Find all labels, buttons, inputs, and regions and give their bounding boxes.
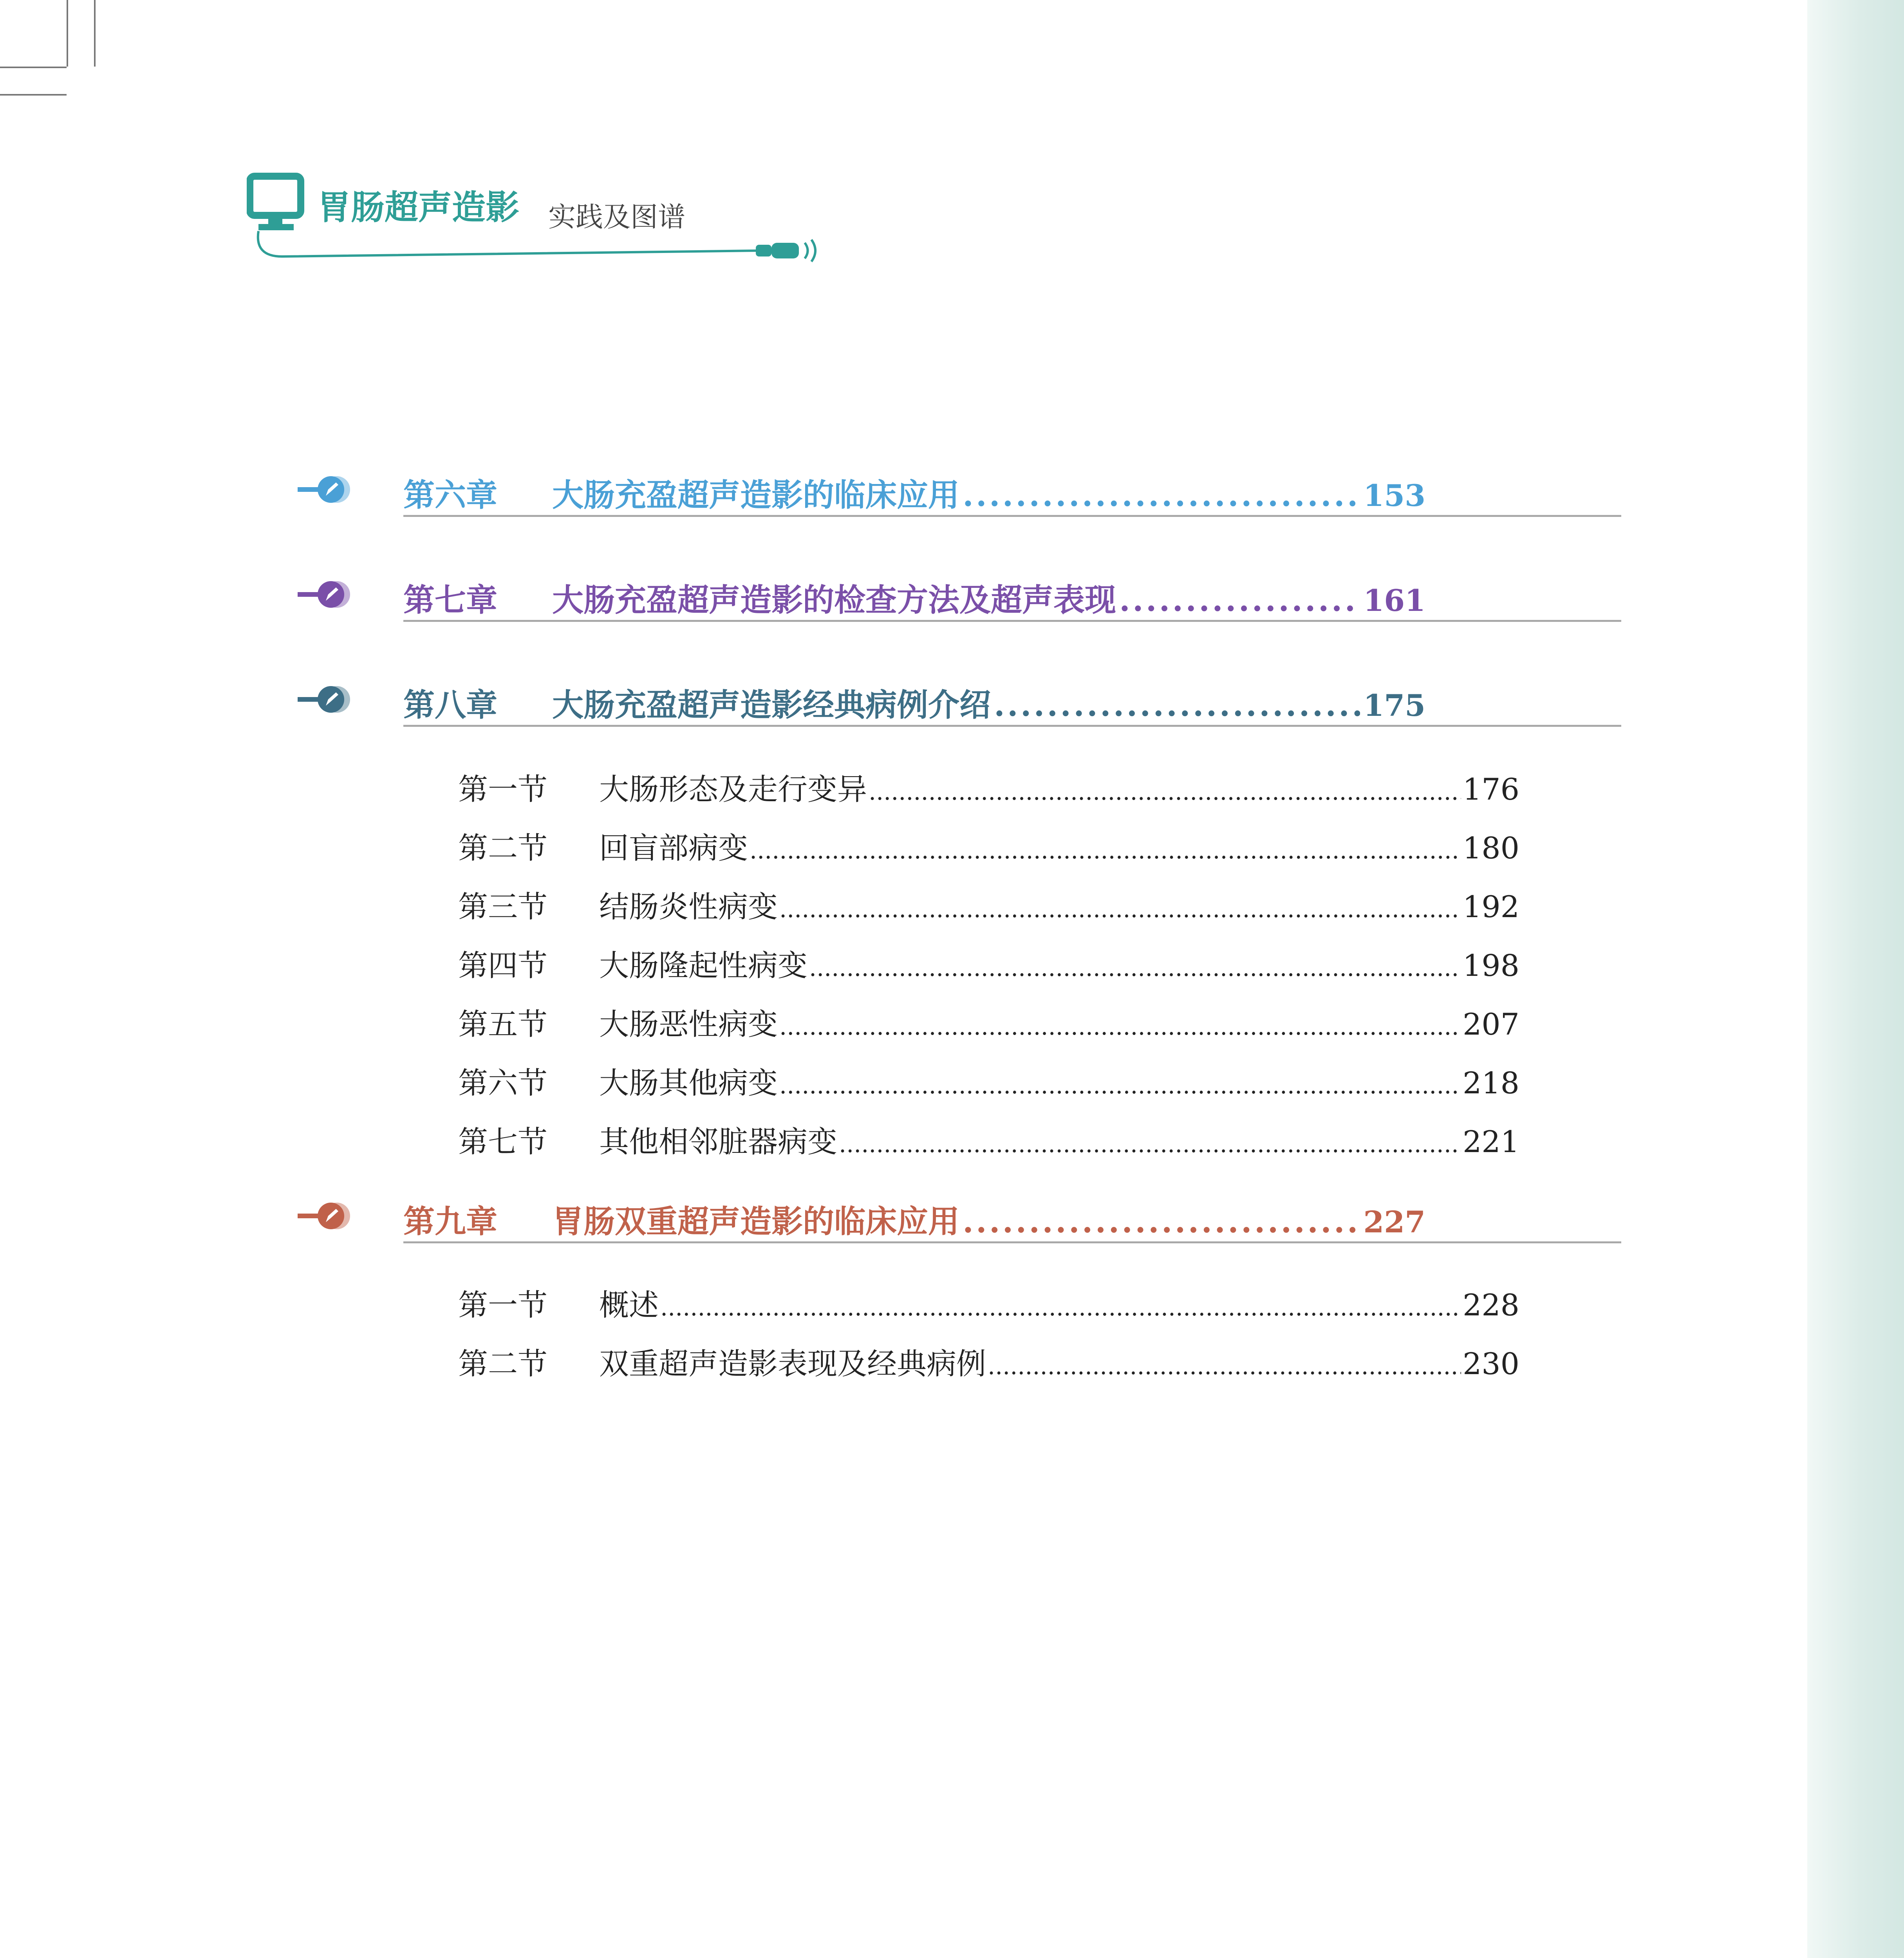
- section-number: 第六节: [458, 1066, 547, 1100]
- running-header: [247, 172, 822, 274]
- book-subtitle: 实践及图谱: [548, 201, 685, 233]
- toc-section[interactable]: [458, 1340, 1519, 1383]
- chapter-rule: [403, 515, 1621, 517]
- section-page: 180: [1462, 831, 1519, 865]
- section-page: 207: [1462, 1007, 1519, 1042]
- chapter-page: 153: [1363, 478, 1425, 513]
- book-title: 胃肠超声造影: [317, 188, 519, 227]
- pen-bullet-icon: [298, 474, 360, 505]
- crop-mark: [0, 94, 67, 96]
- section-number: 第二节: [458, 831, 547, 865]
- dot-leader: [963, 1203, 1360, 1240]
- toc-chapter-6[interactable]: [298, 462, 1621, 517]
- section-title: 概述: [599, 1288, 659, 1322]
- section-number: 第一节: [458, 772, 547, 807]
- section-number: 第二节: [458, 1346, 547, 1381]
- section-title: 回盲部病变: [599, 831, 748, 865]
- section-number: 第一节: [458, 1288, 547, 1322]
- section-page: 221: [1462, 1124, 1519, 1159]
- dot-leader: [994, 686, 1360, 723]
- toc-section[interactable]: [458, 766, 1519, 809]
- chapter-title: 大肠充盈超声造影经典病例介绍: [552, 686, 991, 723]
- toc-section[interactable]: [458, 883, 1519, 926]
- chapter-page: 175: [1363, 688, 1425, 723]
- chapter-title: 胃肠双重超声造影的临床应用: [552, 1203, 959, 1240]
- dot-leader: [660, 1294, 1461, 1321]
- toc-chapter-9[interactable]: [298, 1189, 1621, 1243]
- chapter-rule: [403, 620, 1621, 622]
- chapter-title: 大肠充盈超声造影的检查方法及超声表现: [552, 582, 1116, 618]
- page-edge-stripe: [1807, 0, 1904, 1958]
- toc-section[interactable]: [458, 824, 1519, 867]
- section-page: 228: [1462, 1288, 1519, 1322]
- section-page: 176: [1462, 772, 1519, 807]
- section-title: 结肠炎性病变: [599, 889, 778, 924]
- section-title: 大肠恶性病变: [599, 1007, 778, 1042]
- pen-bullet-icon: [298, 579, 360, 610]
- toc-section[interactable]: [458, 1281, 1519, 1324]
- chapter-title: 大肠充盈超声造影的临床应用: [552, 477, 959, 513]
- section-page: 230: [1462, 1346, 1519, 1381]
- chapter-rule: [403, 1241, 1621, 1243]
- toc-section[interactable]: [458, 1059, 1519, 1102]
- section-title: 大肠其他病变: [599, 1066, 778, 1100]
- section-number: 第三节: [458, 889, 547, 924]
- toc-chapter-7[interactable]: [298, 567, 1621, 622]
- crop-mark: [0, 67, 67, 68]
- section-page: 192: [1462, 889, 1519, 924]
- chapter-number: 第八章: [403, 686, 497, 723]
- toc-section[interactable]: [458, 942, 1519, 985]
- toc-section[interactable]: [458, 1001, 1519, 1044]
- chapter-number: 第六章: [403, 477, 497, 513]
- section-number: 第四节: [458, 948, 547, 983]
- pen-bullet-icon: [298, 1200, 360, 1232]
- chapter-number: 第七章: [403, 582, 497, 618]
- toc-chapter-8[interactable]: [298, 672, 1621, 727]
- toc-section[interactable]: [458, 1118, 1519, 1161]
- dot-leader: [869, 778, 1461, 806]
- dot-leader: [839, 1131, 1461, 1158]
- crop-mark: [94, 0, 96, 67]
- dot-leader: [779, 896, 1461, 923]
- chapter-number: 第九章: [403, 1203, 497, 1240]
- chapter-page: 227: [1363, 1205, 1425, 1239]
- dot-leader: [750, 837, 1461, 864]
- dot-leader: [1119, 582, 1360, 618]
- dot-leader: [963, 477, 1360, 513]
- section-number: 第七节: [458, 1124, 547, 1159]
- section-title: 大肠形态及走行变异: [599, 772, 867, 807]
- pen-bullet-icon: [298, 684, 360, 715]
- dot-leader: [779, 1013, 1461, 1040]
- section-title: 双重超声造影表现及经典病例: [599, 1346, 986, 1381]
- dot-leader: [988, 1353, 1461, 1380]
- chapter-rule: [403, 725, 1621, 727]
- chapter-page: 161: [1363, 583, 1425, 618]
- crop-mark: [67, 0, 68, 67]
- section-number: 第五节: [458, 1007, 547, 1042]
- dot-leader: [809, 954, 1461, 982]
- section-title: 其他相邻脏器病变: [599, 1124, 837, 1159]
- section-page: 198: [1462, 948, 1519, 983]
- section-title: 大肠隆起性病变: [599, 948, 807, 983]
- dot-leader: [779, 1072, 1461, 1099]
- section-page: 218: [1462, 1066, 1519, 1100]
